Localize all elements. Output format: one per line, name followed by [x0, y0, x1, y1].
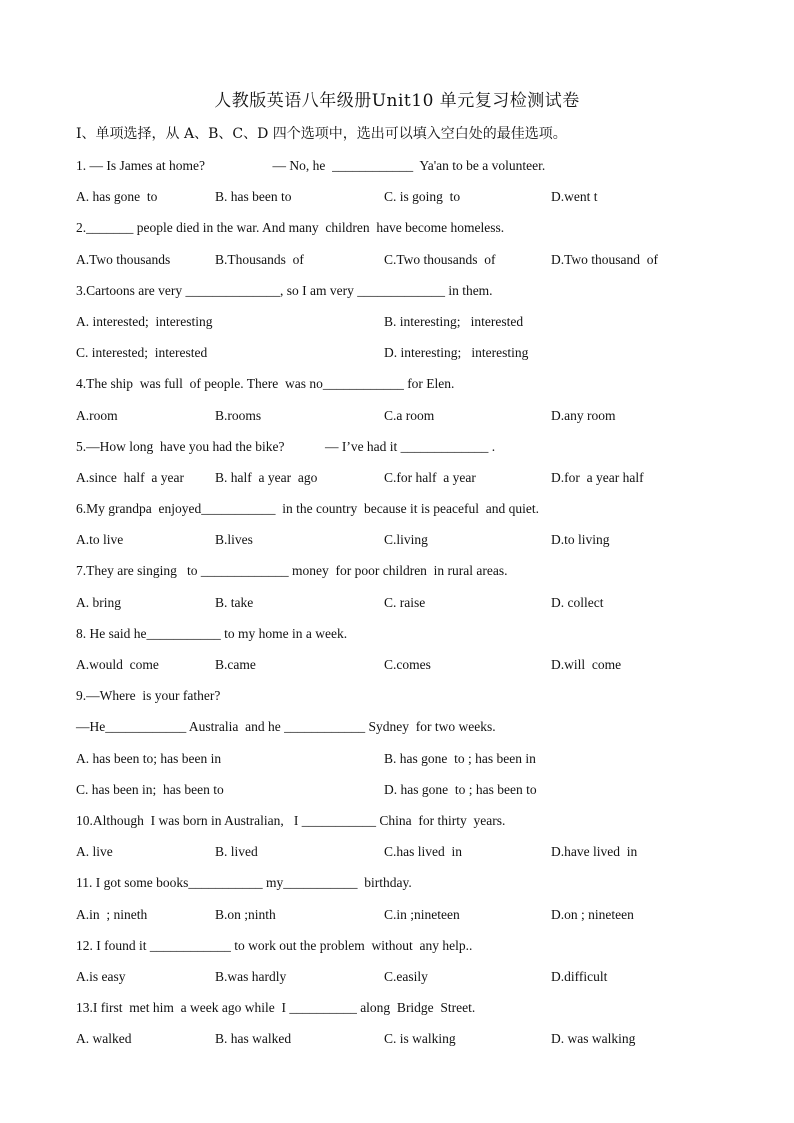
answer-option: D.went t — [551, 189, 598, 205]
answer-option: D.for a year half — [551, 469, 644, 485]
question-stem: 7.They are singing to _____________ money for poor children in rural areas. — [76, 563, 508, 579]
answer-option: D.difficult — [551, 968, 608, 984]
answer-option: A.would come — [76, 657, 159, 672]
question-stem: 4.The ship was full of people. There was no____________ for Elen. — [76, 376, 455, 392]
answer-option: B. has been to — [215, 189, 292, 205]
answer-option: C. interested; interested — [76, 345, 208, 361]
question-stem: 5.—How long have you had the bike? — I’ve had it _____________ . — [76, 438, 496, 454]
question-stem: 2._______ people died in the war. And many children have become homeless. — [76, 220, 505, 236]
answer-option: B.rooms — [215, 407, 262, 423]
answer-option: D.have lived in — [551, 844, 638, 860]
answer-option: A.room — [76, 407, 118, 423]
question-stem: 6.My grandpa enjoyed___________ in the country because it is peaceful and quiet. — [76, 501, 540, 517]
answer-option: A. walked — [76, 1031, 132, 1047]
answer-option: C.a room — [384, 407, 435, 423]
answer-option: C.living — [384, 532, 428, 548]
answer-options — [76, 306, 756, 337]
answer-option: C. is going to — [384, 189, 461, 205]
answer-option: C.Two thousands of — [384, 251, 496, 267]
question-stem: 10.Although I was born in Australian, I ___________ China for thirty years. — [76, 812, 506, 828]
answer-option: A.Two thousands — [76, 251, 171, 267]
answer-option: A. has gone to — [76, 189, 158, 205]
answer-option: B. has gone to ; has been in — [384, 750, 536, 766]
answer-option: A. bring — [76, 594, 121, 610]
answer-options — [76, 649, 756, 680]
answer-option: B.was hardly — [215, 968, 287, 984]
answer-options — [76, 181, 756, 212]
answer-option: B.lives — [215, 532, 253, 548]
question-stem: 1. — Is James at home? — No, he ____________ Ya'an to be a volunteer. — [76, 158, 546, 173]
answer-option: C.has lived in — [384, 844, 462, 860]
answer-option: C. has been in; has been to — [76, 781, 224, 797]
answer-options — [76, 244, 756, 275]
question-stem: 12. I found it ____________ to work out the problem without any help.. — [76, 937, 473, 953]
answer-option: D.any room — [551, 407, 616, 423]
answer-option: A. live — [76, 844, 113, 860]
answer-option: D.Two thousand of — [551, 251, 659, 267]
answer-option: A. interested; interesting — [76, 313, 213, 329]
answer-option: C.in ;nineteen — [384, 906, 460, 922]
answer-option: B. has walked — [215, 1031, 292, 1047]
answer-options — [76, 462, 756, 493]
answer-option: D. was walking — [551, 1031, 636, 1047]
question-list — [76, 150, 756, 1054]
answer-option: D. interesting; interesting — [384, 345, 529, 361]
question-stem: —He____________ Australia and he ____________ Sydney for two weeks. — [76, 719, 496, 735]
answer-option: B. take — [215, 594, 254, 610]
answer-option: C. is walking — [384, 1031, 456, 1047]
answer-option: D.to living — [551, 532, 610, 548]
answer-option: C.comes — [384, 657, 431, 672]
answer-option: C.for half a year — [384, 469, 476, 485]
answer-option: A.in ; nineth — [76, 906, 148, 922]
answer-options — [76, 743, 756, 774]
answer-options — [76, 836, 756, 867]
answer-option: C. raise — [384, 594, 426, 610]
answer-option: D.on ; nineteen — [551, 906, 634, 922]
question-stem: 13.I first met him a week ago while I __________ along Bridge Street. — [76, 1000, 476, 1016]
answer-options — [76, 899, 756, 930]
answer-options — [76, 337, 756, 368]
question-stem: 3.Cartoons are very ______________, so I am very _____________ in them. — [76, 282, 493, 298]
answer-option: A.to live — [76, 532, 124, 548]
answer-options — [76, 774, 756, 805]
answer-option: B.Thousands of — [215, 251, 304, 267]
answer-options — [76, 400, 756, 431]
answer-options — [76, 961, 756, 992]
answer-option: D. has gone to ; has been to — [384, 781, 537, 797]
section-heading: Ⅰ、单项选择，从 A、B、C、D 四个选项中，选出可以填入空白处的最佳选项。 — [76, 126, 567, 142]
answer-options — [76, 587, 756, 618]
answer-option: A.is easy — [76, 968, 126, 984]
answer-options — [76, 1023, 756, 1054]
page-title: 人教版英语八年级册Unit10 单元复习检测试卷 — [214, 91, 580, 111]
answer-option: B. lived — [215, 844, 258, 860]
answer-option: A.since half a year — [76, 469, 184, 485]
answer-option: C.easily — [384, 968, 428, 984]
question-stem: 8. He said he___________ to my home in a week. — [76, 625, 348, 641]
question-stem: 11. I got some books___________ my___________ birthday. — [76, 875, 412, 891]
answer-option: A. has been to; has been in — [76, 750, 222, 766]
answer-option: B. half a year ago — [215, 469, 318, 485]
answer-option: D.will come — [551, 657, 622, 672]
answer-option: B.came — [215, 657, 256, 672]
answer-option: B.on ;ninth — [215, 906, 276, 922]
answer-options — [76, 524, 756, 555]
answer-option: D. collect — [551, 594, 604, 610]
answer-option: B. interesting; interested — [384, 313, 524, 329]
question-stem: 9.—Where is your father? — [76, 688, 221, 704]
